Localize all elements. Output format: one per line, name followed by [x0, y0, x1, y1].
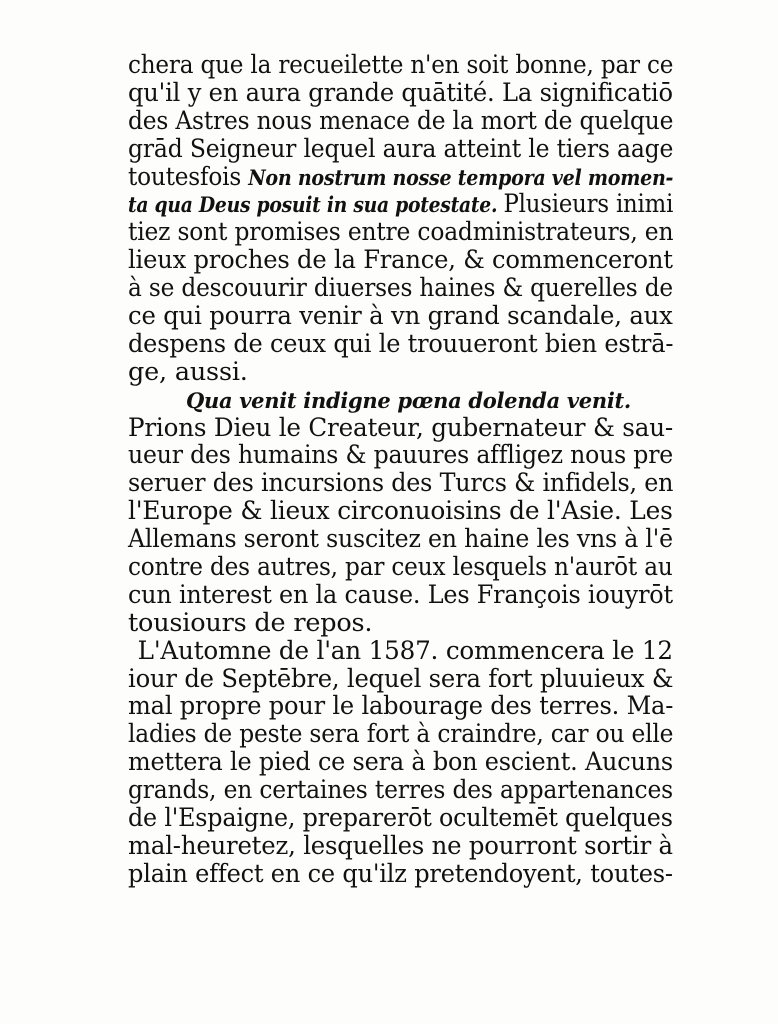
text-line	[128, 830, 673, 861]
line-text: grands, en certaines terres des appartenances	[128, 775, 673, 806]
latin-phrase: ta qua Deus posuit in sua potestate.	[128, 192, 504, 218]
line-text: l'Europe & lieux circonuoisins de l'Asie. Les	[128, 496, 673, 527]
text-line	[128, 301, 673, 332]
line-text: grād Seigneur lequel aura atteint le tiers aage	[128, 133, 674, 164]
text-line	[128, 440, 674, 471]
line-text: ladies de peste sera fort à craindre, car ou elle	[128, 719, 674, 750]
line-text: plain effect en ce qu'ilz pretendoyent, toutes-	[128, 858, 673, 889]
text-block	[128, 52, 673, 889]
line-text: ueur des humains & pauures affligez nous pre	[128, 440, 674, 471]
line-text: tousiours de repos.	[128, 607, 373, 638]
text-line	[128, 50, 674, 80]
line-text: despens de ceux qui le trouueront bien estrā-	[128, 328, 674, 359]
text-line	[128, 189, 674, 220]
line-text: Allemans seront suscitez en haine les vns à l'ē	[128, 524, 673, 555]
text-line	[128, 691, 674, 722]
line-text: Plusieurs inimi	[503, 189, 674, 220]
line-text: L'Automne de l'an 1587. commencera le 12	[137, 635, 673, 666]
text-line	[128, 245, 673, 276]
text-line	[128, 356, 673, 387]
text-line	[128, 579, 673, 610]
line-text: Prions Dieu le Createur, gubernateur & sau-	[128, 412, 673, 443]
text-line	[128, 719, 674, 750]
line-text: toutesfois	[128, 161, 249, 192]
line-text: seruer des incursions des Turcs & infidels, en	[128, 468, 674, 499]
line-text: contre des autres, par ceux lesquels n'aurōt au	[128, 552, 673, 583]
text-line	[128, 524, 673, 555]
text-line	[128, 803, 673, 834]
latin-quote: Qua venit indigne pœna dolenda venit.	[186, 387, 631, 413]
line-text: lieux proches de la France, & commenceront	[128, 245, 673, 276]
line-text: ge, aussi.	[128, 356, 248, 387]
latin-phrase: Non nostrum nosse tempora vel momen-	[248, 164, 674, 190]
text-line	[128, 858, 673, 889]
text-line	[128, 775, 673, 806]
text-line	[128, 468, 674, 499]
line-text: mal-heuretez, lesquelles ne pourront sortir à	[128, 830, 673, 861]
text-line	[128, 77, 673, 108]
text-line	[128, 607, 673, 638]
text-line	[128, 552, 673, 583]
line-text: mal propre pour le labourage des terres. Ma-	[128, 691, 674, 722]
text-line	[128, 412, 673, 443]
text-line	[128, 635, 673, 666]
line-text: tiez sont promises entre coadministrateurs, en	[128, 217, 674, 248]
line-text: des Astres nous menace de la mort de quelque	[128, 105, 674, 136]
text-line	[128, 387, 673, 415]
line-text: ce qui pourra venir à vn grand scandale, aux	[128, 301, 673, 332]
line-text: qu'il y en aura grande quātité. La significatiō	[128, 77, 673, 108]
text-line	[128, 217, 674, 248]
text-line	[128, 273, 673, 304]
line-text: mettera le pied ce sera à bon escient. Aucuns	[128, 747, 674, 778]
text-line	[128, 133, 674, 164]
text-line	[128, 496, 673, 527]
text-line	[128, 663, 674, 694]
text-line	[128, 105, 674, 136]
text-line	[128, 161, 674, 192]
line-text: cun interest en la cause. Les François iouyrōt	[128, 579, 673, 610]
line-text: de l'Espaigne, preparerōt ocultemēt quelques	[128, 803, 673, 834]
line-text: chera que la recueilette n'en soit bonne, par ce	[128, 50, 674, 80]
line-text: iour de Septēbre, lequel sera fort pluuieux &	[128, 663, 674, 694]
line-text: à se descouurir diuerses haines & querelles de	[128, 273, 673, 304]
text-line	[128, 747, 674, 778]
text-line	[128, 328, 674, 359]
